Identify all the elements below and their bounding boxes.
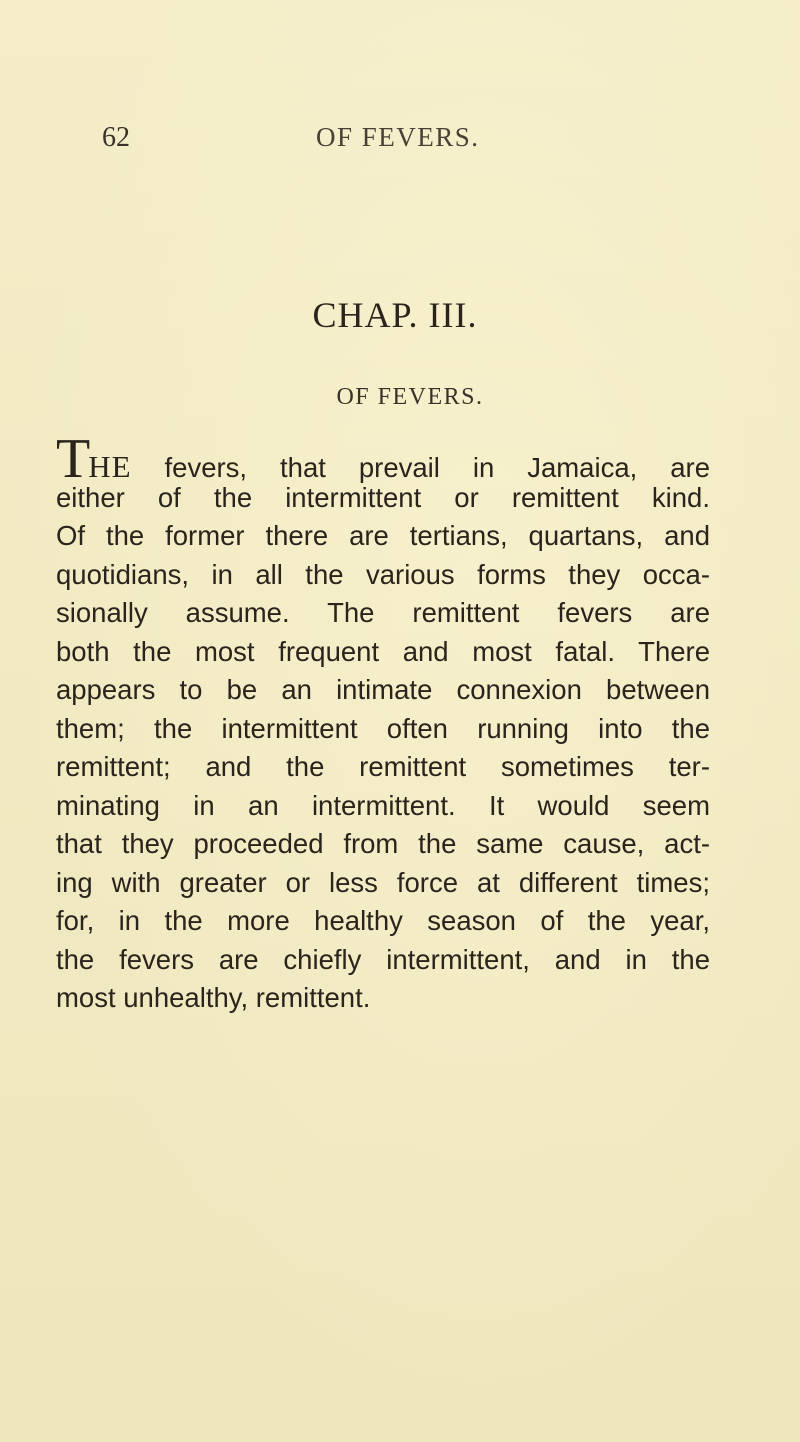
page-number: 62 xyxy=(102,122,130,153)
chapter-heading-text: CHAP. III. xyxy=(312,295,478,335)
chapter-title-text: OF FEVERS. xyxy=(336,384,484,410)
paragraph-line-text: fevers, that prevail in Jamaica, are xyxy=(131,452,710,483)
running-head xyxy=(0,122,800,162)
paragraph-line: the fevers are chiefly intermittent, and in the xyxy=(56,943,710,975)
paragraph-line: both the most frequent and most fatal. There xyxy=(56,635,710,667)
paragraph-line: most unhealthy, remittent. xyxy=(56,982,371,1013)
first-word-rest: HE xyxy=(88,449,132,484)
paragraph-line: them; the intermittent often running into the xyxy=(56,712,710,744)
paragraph-line: quotidians, in all the various forms they occa- xyxy=(56,558,710,590)
paragraph-line: either of the intermittent or remittent kind. xyxy=(56,481,710,513)
paragraph-line: appears to be an intimate connexion between xyxy=(56,674,710,705)
running-title: OF FEVERS. xyxy=(316,122,480,152)
drop-cap: T xyxy=(56,428,91,490)
chapter-heading xyxy=(0,294,800,336)
paragraph-line xyxy=(56,428,710,490)
paragraph-line: minating in an intermittent. It would seem xyxy=(56,789,710,821)
paragraph-line: that they proceeded from the same cause, act- xyxy=(56,828,710,859)
paragraph-line: sionally assume. The remittent fevers are xyxy=(56,597,710,628)
paragraph-line: Of the former there are tertians, quartans, and xyxy=(56,520,710,551)
body-paragraph xyxy=(56,428,710,1018)
paragraph-line: for, in the more healthy season of the year, xyxy=(56,905,710,936)
paragraph-line: remittent; and the remittent sometimes ter- xyxy=(56,751,710,782)
paragraph-line: ing with greater or less force at different times; xyxy=(56,866,710,898)
chapter-title xyxy=(0,384,800,411)
